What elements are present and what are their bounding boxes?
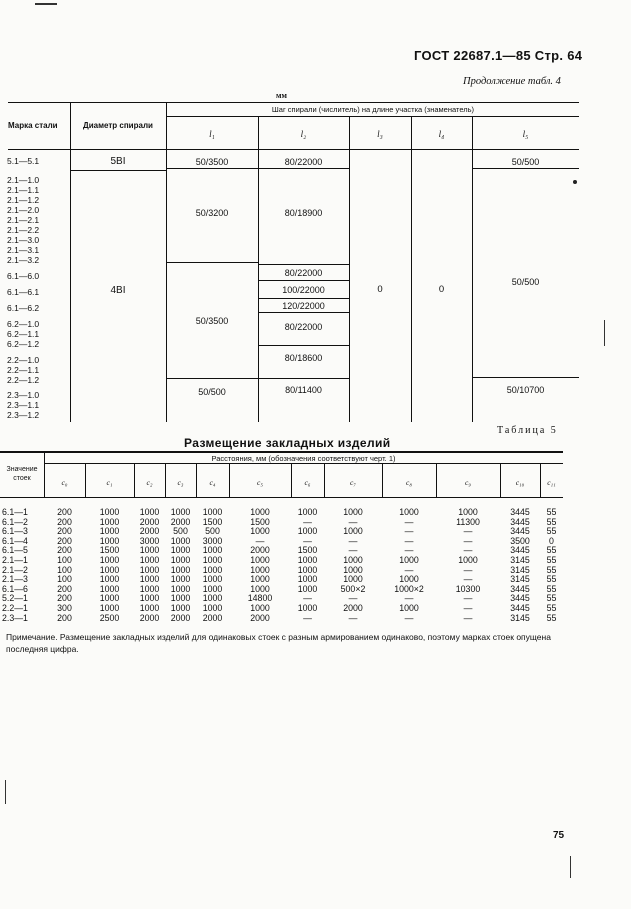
table-cell: 1000 (99, 564, 120, 575)
note: Примечание. Размещение закладных изделий для одинаковых стоек с разным армированием одинаково, поэтому марках стоек опущена последняя цифра. (6, 632, 551, 654)
table-cell: 1500 (250, 516, 270, 527)
table-5-title: Размещение закладных изделий (184, 436, 391, 450)
grade-cell: 6.1—6.0 (7, 271, 40, 281)
col-label-header: Значение стоек (6, 466, 38, 482)
col-header-c7: c₇ (350, 478, 356, 487)
table-cell: — (463, 564, 473, 575)
row-label: 2.3—1 (2, 612, 28, 623)
rule (291, 463, 292, 497)
rule (165, 463, 166, 497)
table-cell: 100 (57, 574, 72, 585)
table-cell: 55 (546, 593, 557, 604)
grade-cell: 2.1—1.2 (7, 195, 40, 205)
grade-cell: 2.3—1.2 (7, 410, 40, 420)
rule (324, 463, 325, 497)
table-cell: — (404, 612, 414, 623)
table-cell: 1000 (99, 507, 120, 517)
grade-cell: 6.2—1.0 (7, 319, 40, 329)
table-cell: 1000 (139, 545, 160, 556)
table-cell: — (463, 593, 473, 604)
col-l5-header: l₅ (522, 129, 529, 139)
col-header-c4: c₄ (209, 478, 216, 487)
table-cell: 55 (546, 507, 557, 517)
table-cell: 3445 (510, 507, 530, 517)
table-cell: — (463, 603, 473, 613)
table-cell: 1000 (297, 564, 318, 575)
rule (229, 463, 230, 497)
table-cell: 14800 (247, 593, 273, 604)
row-label: 2.2—1 (2, 603, 28, 613)
rule (8, 149, 579, 150)
rule (258, 298, 349, 299)
table-cell: 3445 (510, 593, 530, 604)
grade-list (7, 156, 39, 420)
col-diameter-header: Диаметр спирали (83, 121, 153, 130)
col-header-c8: c₈ (406, 478, 412, 487)
table-cell: 3145 (510, 555, 530, 565)
table-cell: 1000 (99, 516, 120, 527)
table-cell: — (303, 516, 312, 527)
table-cell: 200 (57, 507, 72, 517)
col-l2-header: l₂ (300, 129, 307, 139)
l1-cell: 50/500 (198, 387, 226, 397)
table-cell: 1500 (99, 545, 120, 556)
rule (500, 463, 501, 497)
table-cell: 1000 (343, 526, 363, 537)
l2-cell: 80/18600 (284, 353, 323, 363)
table-cell: — (404, 516, 414, 527)
table-cell: 55 (546, 526, 557, 537)
table-cell: 2000 (250, 545, 270, 556)
table-cell: 3145 (510, 564, 530, 575)
table-cell: 1000 (250, 583, 270, 594)
table-cell: 3145 (510, 574, 530, 585)
row-label: 6.1—5 (2, 545, 28, 556)
scan-mark (5, 780, 6, 804)
l1-cell: 50/3500 (195, 157, 229, 167)
l5-cell: 50/500 (511, 277, 540, 287)
table-cell: 1000 (139, 507, 160, 517)
table-cell: 200 (57, 612, 72, 623)
table-cell: 1500 (202, 516, 223, 527)
grade-cell: 2.1—3.2 (7, 255, 40, 265)
table-cell: 300 (57, 603, 72, 613)
table-cell: 1000 (250, 507, 270, 517)
table-cell: — (348, 593, 358, 604)
table-cell: 1000 (399, 507, 419, 517)
rule (70, 170, 166, 171)
rule (258, 312, 349, 313)
table-cell: 0 (549, 535, 554, 546)
table-cell: 3145 (510, 612, 530, 623)
table-cell: 1000 (458, 555, 478, 565)
table-cell: 100 (57, 564, 72, 575)
table-cell: 2000 (139, 516, 160, 527)
l2-cell: 80/22000 (284, 322, 323, 332)
col-header-c11: c₁₁ (547, 478, 556, 487)
unit-label: мм (276, 91, 287, 100)
rule (44, 463, 45, 497)
table-cell: 2000 (202, 612, 223, 623)
grade-cell: 2.1—1.0 (7, 175, 40, 185)
table-cell: 2000 (343, 603, 363, 613)
table-cell: — (348, 612, 358, 623)
grade-cell: 2.3—1.1 (7, 400, 40, 410)
rule (258, 264, 349, 265)
table-cell: — (303, 593, 312, 604)
table-cell: — (463, 535, 473, 546)
table-cell: 500 (173, 526, 188, 537)
col-l3-header: l₃ (377, 129, 383, 139)
row-label: 6.1—2 (2, 516, 28, 527)
table-cell: 1500 (297, 545, 318, 556)
table-cell: 1000 (202, 545, 223, 556)
col-header-c3: c₃ (177, 478, 184, 487)
l1-cell: 50/3200 (195, 208, 229, 218)
col-header-c6: c₆ (304, 478, 311, 487)
grade-cell: 6.2—1.2 (7, 339, 40, 349)
table-cell: 1000 (297, 555, 318, 565)
table-cell: 10300 (455, 583, 481, 594)
l2-cell: 100/22000 (282, 285, 325, 295)
table-cell: 1000 (250, 603, 270, 613)
col-header-c9: c₉ (465, 478, 471, 487)
table-cell: 1000 (139, 603, 160, 613)
scan-mark (35, 3, 57, 5)
table-cell: 55 (546, 603, 557, 613)
table-cell: 1000 (399, 574, 419, 585)
page-header: ГОСТ 22687.1—85 Стр. 64 (414, 48, 583, 63)
rule (349, 116, 350, 422)
table-cell: 1000×2 (394, 583, 424, 594)
table-cell: 1000 (297, 583, 318, 594)
col-header-c2: c₂ (146, 478, 153, 487)
col-grade-header: Марка стали (8, 121, 58, 130)
grade-cell: 6.2—1.1 (7, 329, 40, 339)
table-cell: 1000 (99, 574, 120, 585)
grade-cell: 6.1—6.2 (7, 303, 40, 313)
table-cell: 2000 (139, 526, 160, 537)
table-cell: 1000 (99, 603, 120, 613)
diameter-5bi: 5ВI (110, 156, 126, 167)
rule (166, 262, 258, 263)
table-cell: 55 (546, 583, 557, 594)
l5-cell: 50/500 (511, 157, 540, 167)
table-cell: — (348, 545, 358, 556)
col-header-c10: c₁₀ (515, 478, 525, 487)
table-cell: 3445 (510, 603, 530, 613)
table-cell: — (348, 516, 358, 527)
table-cell: 1000 (170, 583, 191, 594)
grade-cell: 2.2—1.0 (7, 355, 40, 365)
table-cell: 200 (57, 526, 72, 537)
col-header-c1: c₁ (106, 478, 113, 487)
table-cell: 1000 (250, 555, 270, 565)
table-cell: 1000 (170, 593, 191, 604)
table-cell: 2000 (139, 612, 160, 623)
rule (436, 463, 437, 497)
table-cell: 55 (546, 555, 557, 565)
table-cell: 3445 (510, 516, 530, 527)
table-cell: — (463, 612, 473, 623)
col-header-c0: c₀ (61, 478, 68, 487)
table-5-number: Таблица 5 (497, 425, 558, 436)
rule (258, 280, 349, 281)
table-cell: 55 (546, 516, 557, 527)
table-cell: — (255, 535, 265, 546)
table-cell: — (463, 545, 473, 556)
table-cell: 1000 (458, 507, 478, 517)
grade-cell: 6.1—6.1 (7, 287, 40, 297)
rule (166, 116, 579, 117)
table-cell: 1000 (202, 564, 223, 575)
col-l1-header: l₁ (209, 129, 215, 139)
table-cell: — (463, 526, 473, 537)
row-label: 2.1—3 (2, 574, 28, 585)
table-cell: 1000 (202, 555, 223, 565)
table-cell: 1000 (202, 593, 223, 604)
rule (382, 463, 383, 497)
table-cell: 1000 (297, 574, 318, 585)
table-cell: 1000 (139, 564, 160, 575)
table-cell: 1000 (99, 555, 120, 565)
table-cell: 1000 (139, 593, 160, 604)
table-cell: 2000 (170, 612, 191, 623)
l3-cell: 0 (377, 284, 383, 295)
table-cell: 1000 (297, 603, 318, 613)
l1-cell: 50/3500 (195, 316, 229, 326)
table-cell: 1000 (343, 564, 363, 575)
table-cell: 1000 (170, 603, 191, 613)
table-cell: 1000 (202, 507, 223, 517)
table-cell: 1000 (99, 583, 120, 594)
table-cell: 1000 (202, 603, 223, 613)
rule (540, 463, 541, 497)
row-label: 6.1—1 (2, 507, 28, 517)
table-cell: 3000 (202, 535, 223, 546)
table-cell: 55 (546, 564, 557, 575)
table-cell: 500×2 (340, 583, 366, 594)
table-cell: 1000 (170, 507, 191, 517)
l2-cell: 80/11400 (285, 385, 322, 395)
table-cell: — (303, 612, 312, 623)
grade-cell: 2.1—2.2 (7, 225, 40, 235)
table-cell: 3445 (510, 583, 530, 594)
l5-cell: 50/10700 (506, 385, 545, 395)
rule (134, 463, 135, 497)
table-cell: 55 (546, 574, 557, 585)
rule (411, 116, 412, 422)
table-cell: 3445 (510, 545, 530, 556)
table-cell: 200 (57, 583, 72, 594)
table-cell: 1000 (99, 526, 120, 537)
table-cell: — (404, 545, 414, 556)
scan-mark (604, 320, 605, 346)
table-cell: 500 (205, 526, 220, 537)
table-cell: 1000 (170, 535, 191, 546)
table-cell: 200 (57, 535, 72, 546)
scan-mark (573, 180, 577, 184)
row-label: 2.1—1 (2, 555, 28, 565)
table-cell: 1000 (202, 583, 223, 594)
rule (472, 377, 579, 378)
table-cell: 1000 (297, 526, 318, 537)
table-cell: 3000 (139, 535, 160, 546)
table-cell: 3500 (510, 535, 530, 546)
rule (166, 102, 167, 422)
table-cell: — (404, 526, 414, 537)
table-cell: — (404, 564, 414, 575)
col-group-header: Шаг спирали (числитель) на длине участка (знаменатель) (271, 105, 475, 114)
table-cell: 1000 (343, 555, 363, 565)
rule (258, 345, 349, 346)
table-cell: 2000 (170, 516, 191, 527)
l4-cell: 0 (438, 284, 445, 295)
rule (44, 463, 563, 464)
table-cell: 1000 (139, 574, 160, 585)
grade-cell: 2.1—3.1 (7, 245, 40, 255)
table-cell: 100 (57, 555, 72, 565)
rule (85, 463, 86, 497)
l2-cell: 80/22000 (284, 268, 323, 278)
grade-cell: 2.3—1.0 (7, 390, 40, 400)
table-cell: 1000 (399, 603, 419, 613)
rule (70, 102, 71, 422)
rule (0, 497, 563, 498)
grade-cell: 2.1—2.1 (7, 215, 40, 225)
row-label: 6.1—3 (2, 526, 28, 537)
table-cell: 2500 (99, 612, 120, 623)
rule (8, 102, 579, 103)
table-cell: 11300 (456, 516, 480, 527)
table-cell: — (348, 535, 358, 546)
table-cell: 55 (546, 545, 557, 556)
table-cell: 1000 (250, 574, 270, 585)
col-header-c5: c₅ (257, 478, 263, 487)
table-cell: 55 (546, 612, 557, 623)
grade-cell: 2.2—1.2 (7, 375, 40, 385)
table-cell: 1000 (99, 593, 120, 604)
table-cell: 2000 (250, 612, 270, 623)
table-cell: 200 (57, 545, 72, 556)
grade-cell: 2.1—2.0 (7, 205, 40, 215)
table-cell: 1000 (399, 555, 419, 565)
table-cell: 1000 (170, 545, 191, 556)
table-cell: 1000 (139, 555, 160, 565)
grade-cell: 5.1—5.1 (7, 156, 40, 166)
grade-cell: 2.1—1.1 (7, 185, 40, 195)
table-cell: 1000 (170, 555, 191, 565)
continuation-label: Продолжение табл. 4 (463, 76, 561, 87)
table-cell: 1000 (170, 564, 191, 575)
table-cell: — (463, 574, 473, 585)
table-cell: 200 (57, 516, 72, 527)
diameter-4bi: 4ВI (110, 285, 126, 296)
table-cell: 1000 (99, 535, 120, 546)
rule (196, 463, 197, 497)
table-cell: 1000 (139, 583, 160, 594)
table-cell: 1000 (343, 507, 363, 517)
l2-cell: 80/22000 (284, 157, 323, 167)
table-cell: 200 (57, 593, 72, 604)
table-cell: — (404, 593, 414, 604)
scan-mark (570, 856, 571, 878)
col-group-header: Расстояния, мм (обозначения соответствуют черт. 1) (211, 454, 396, 463)
table-cell: 1000 (250, 526, 270, 537)
table-cell: — (303, 535, 312, 546)
table-cell: 1000 (250, 564, 270, 575)
l2-cell: 80/18900 (284, 208, 323, 218)
table-cell: 3445 (510, 526, 530, 537)
table-cell: 1000 (343, 574, 363, 585)
table-cell: 1000 (170, 574, 191, 585)
row-label: 6.1—6 (2, 583, 28, 594)
rule (0, 451, 563, 453)
rule (472, 168, 579, 169)
grade-cell: 2.1—3.0 (7, 235, 40, 245)
l2-cell: 120/22000 (282, 301, 325, 311)
table-cell: — (404, 535, 414, 546)
table-cell: 1000 (297, 507, 318, 517)
row-label: 5.2—1 (2, 593, 28, 604)
row-label: 2.1—2 (2, 564, 28, 575)
row-label: 6.1—4 (2, 535, 28, 546)
table-cell: 1000 (202, 574, 223, 585)
grade-cell: 2.2—1.1 (7, 365, 40, 375)
page-number: 75 (553, 830, 565, 841)
col-l4-header: l₄ (438, 129, 445, 139)
